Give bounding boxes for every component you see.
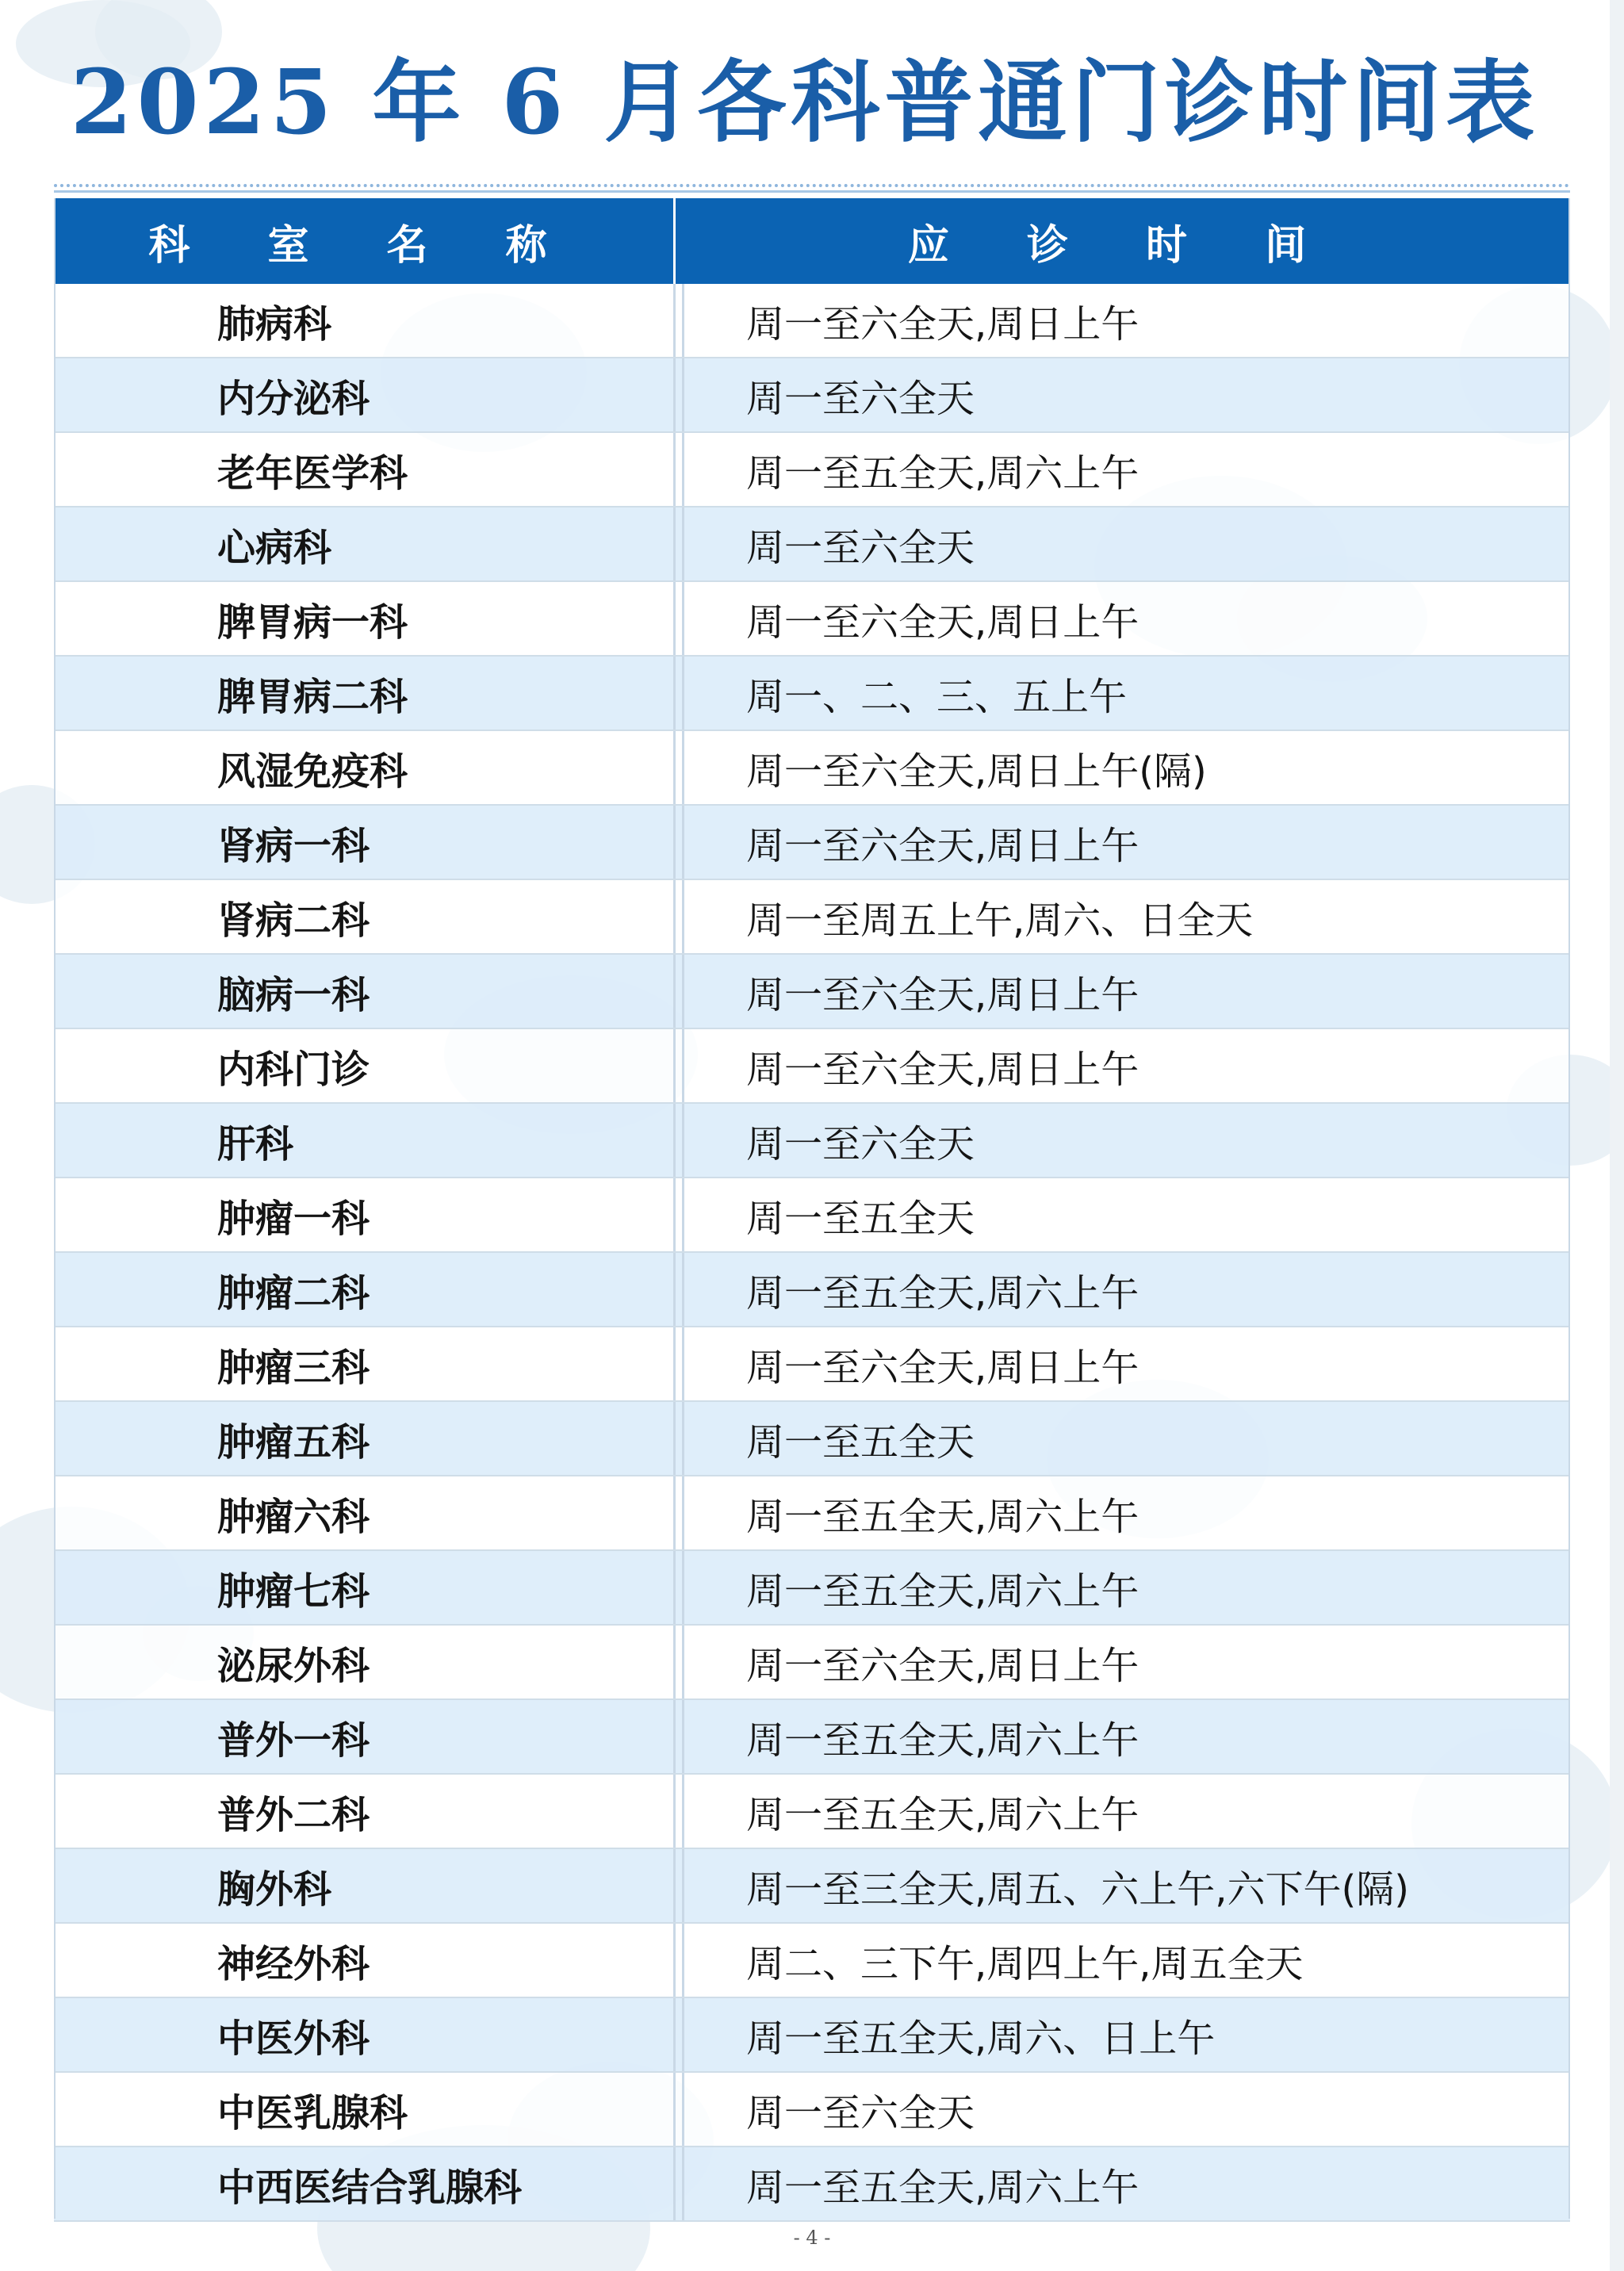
table-row (54, 1775, 1570, 1849)
department-name: 脾胃病二科 (54, 657, 676, 730)
clinic-hours: 周一至五全天 (682, 1402, 1570, 1475)
clinic-hours: 周一至六全天 (682, 1104, 1570, 1177)
table-row (54, 1104, 1570, 1178)
department-name: 脾胃病一科 (54, 582, 676, 655)
department-name: 肿瘤三科 (54, 1327, 676, 1400)
table-row (54, 657, 1570, 731)
table-row (54, 1253, 1570, 1327)
department-name: 肾病一科 (54, 806, 676, 879)
department-name: 肿瘤六科 (54, 1476, 676, 1549)
table-row (54, 955, 1570, 1029)
table-row (54, 1327, 1570, 1402)
department-name: 中医乳腺科 (54, 2073, 676, 2146)
department-name: 肺病科 (54, 284, 676, 357)
department-name: 风湿免疫科 (54, 731, 676, 804)
table-row (54, 806, 1570, 880)
clinic-hours: 周一、二、三、五上午 (682, 657, 1570, 730)
department-name: 肾病二科 (54, 880, 676, 953)
clinic-hours: 周一至六全天,周日上午 (682, 284, 1570, 357)
clinic-hours: 周一至六全天 (682, 507, 1570, 580)
clinic-hours: 周一至六全天,周日上午 (682, 582, 1570, 655)
table-row (54, 1849, 1570, 1924)
department-name: 泌尿外科 (54, 1626, 676, 1698)
department-name: 内科门诊 (54, 1029, 676, 1102)
table-row (54, 1626, 1570, 1700)
clinic-hours: 周一至六全天,周日上午 (682, 955, 1570, 1028)
table-row (54, 433, 1570, 507)
department-name: 肿瘤二科 (54, 1253, 676, 1326)
table-header (54, 198, 1570, 284)
department-name: 中医外科 (54, 1998, 676, 2071)
table-row (54, 507, 1570, 582)
department-name: 肿瘤七科 (54, 1551, 676, 1624)
table-row (54, 1029, 1570, 1104)
header-hours: 应 诊 时 间 (907, 221, 1339, 270)
clinic-hours: 周一至六全天 (682, 358, 1570, 431)
department-name: 脑病一科 (54, 955, 676, 1028)
page-title: 2025 年 6 月各科普通门诊时间表 (70, 51, 1540, 155)
table-row (54, 1924, 1570, 1998)
table-row (54, 2073, 1570, 2147)
page-number: - 4 - (793, 2227, 831, 2249)
clinic-hours: 周一至五全天,周六上午 (682, 1700, 1570, 1773)
title-divider-line (54, 190, 1570, 193)
clinic-hours: 周一至五全天,周六上午 (682, 1476, 1570, 1549)
clinic-hours: 周一至六全天,周日上午(隔) (682, 731, 1570, 804)
department-name: 肿瘤一科 (54, 1178, 676, 1251)
clinic-hours: 周一至五全天,周六、日上午 (682, 1998, 1570, 2071)
table-row (54, 1551, 1570, 1626)
clinic-hours: 周一至五全天,周六上午 (682, 433, 1570, 506)
department-name: 普外二科 (54, 1775, 676, 1848)
clinic-hours: 周一至六全天 (682, 2073, 1570, 2146)
table-row (54, 1402, 1570, 1476)
department-name: 心病科 (54, 507, 676, 580)
table-row (54, 880, 1570, 955)
department-name: 内分泌科 (54, 358, 676, 431)
table-row (54, 1700, 1570, 1775)
clinic-hours: 周一至六全天,周日上午 (682, 806, 1570, 879)
table-row (54, 1178, 1570, 1253)
page-edge (1610, 0, 1624, 2271)
clinic-hours: 周一至五全天 (682, 1178, 1570, 1251)
department-name: 胸外科 (54, 1849, 676, 1922)
department-name: 普外一科 (54, 1700, 676, 1773)
table-row (54, 1998, 1570, 2073)
clinic-hours: 周一至三全天,周五、六上午,六下午(隔) (682, 1849, 1570, 1922)
table-row (54, 582, 1570, 657)
table-row (54, 1476, 1570, 1551)
clinic-hours: 周一至周五上午,周六、日全天 (682, 880, 1570, 953)
table-row (54, 2147, 1570, 2222)
clinic-schedule-table (54, 198, 1570, 2222)
table-row (54, 358, 1570, 433)
header-department: 科 室 名 称 (54, 198, 676, 284)
table-row (54, 284, 1570, 358)
department-name: 老年医学科 (54, 433, 676, 506)
clinic-hours: 周一至六全天,周日上午 (682, 1029, 1570, 1102)
department-name: 肝科 (54, 1104, 676, 1177)
clinic-hours: 周二、三下午,周四上午,周五全天 (682, 1924, 1570, 1997)
title-divider-dotted (54, 184, 1570, 187)
department-name: 神经外科 (54, 1924, 676, 1997)
table-row (54, 731, 1570, 806)
clinic-hours: 周一至五全天,周六上午 (682, 1551, 1570, 1624)
clinic-hours: 周一至五全天,周六上午 (682, 2147, 1570, 2220)
table-body (54, 284, 1570, 2222)
clinic-hours: 周一至五全天,周六上午 (682, 1253, 1570, 1326)
clinic-hours: 周一至五全天,周六上午 (682, 1775, 1570, 1848)
clinic-hours: 周一至六全天,周日上午 (682, 1626, 1570, 1698)
department-name: 肿瘤五科 (54, 1402, 676, 1475)
clinic-hours: 周一至六全天,周日上午 (682, 1327, 1570, 1400)
department-name: 中西医结合乳腺科 (54, 2147, 676, 2220)
